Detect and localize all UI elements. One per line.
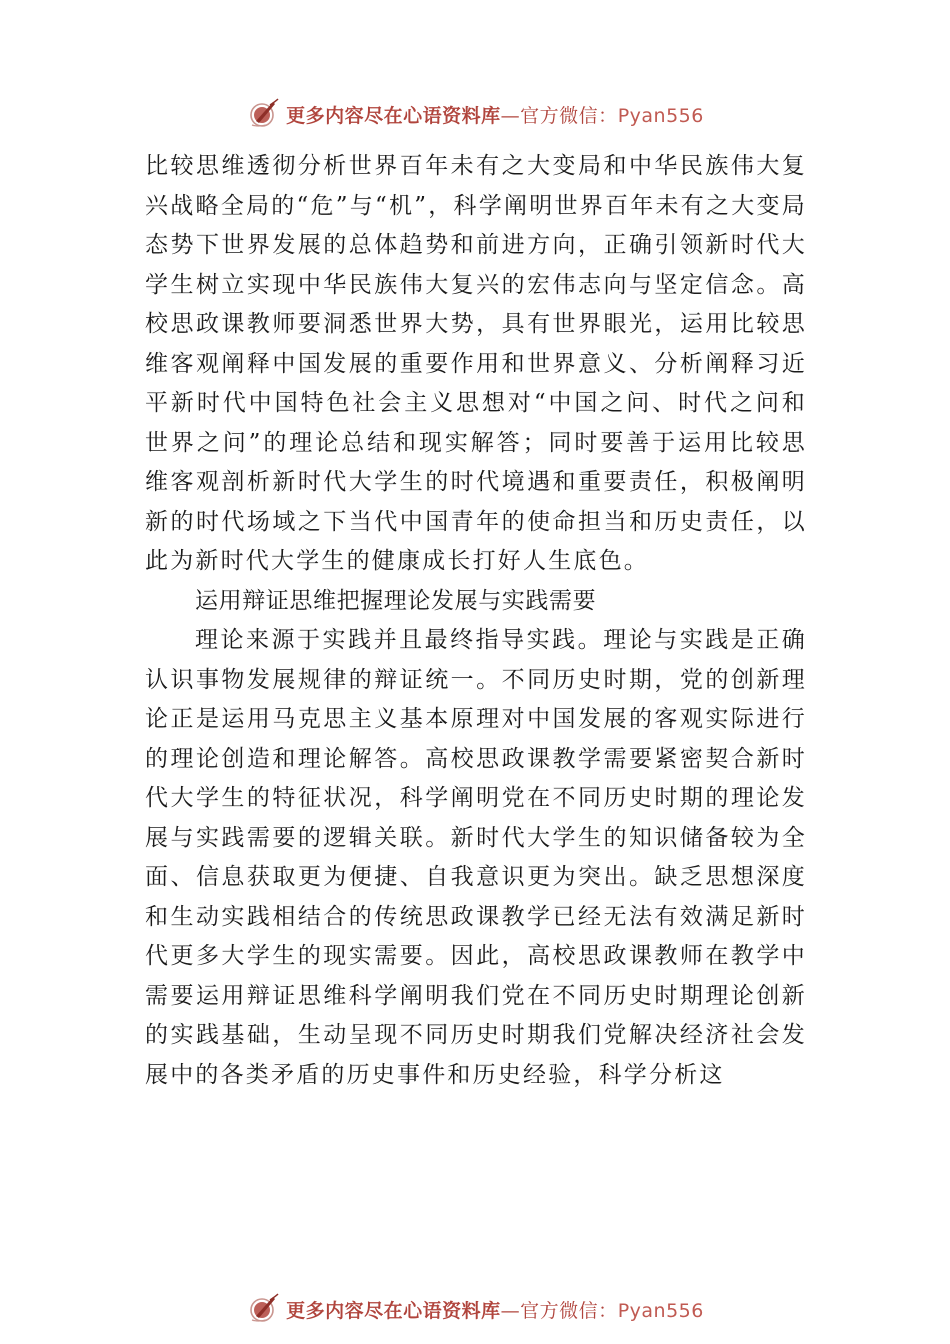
banner-dash: — xyxy=(500,1299,521,1322)
body-paragraph: 比较思维透彻分析世界百年未有之大变局和中华民族伟大复兴战略全局的“危”与“机”，科学阐明世界百年未有之大变局态势下世界发展的总体趋势和前进方向，正确引领新时代大学生树立实现中华民族伟大复兴的宏伟志向与坚定信念。高校思政课教师要洞悉世界大势，具有世界眼光，运用比较思维客观阐释中国发展的重要作用和世界意义、分析阐释习近平新时代中国特色社会主义思想对“中国之问、时代之问和世界之问”的理论总结和现实解答；同时要善于运用比较思维客观剖析新时代大学生的时代境遇和重要责任，积极阐明新的时代场域之下当代中国青年的使命担当和历史责任，以此为新时代大学生的健康成长打好人生底色。 xyxy=(145,153,807,574)
banner-text xyxy=(286,1296,704,1323)
quill-seal-logo-icon xyxy=(246,97,280,131)
banner-wechat-label: 官方微信： xyxy=(520,104,618,127)
body-paragraph: 理论来源于实践并且最终指导实践。理论与实践是正确认识事物发展规律的辩证统一。不同历史时期，党的创新理论正是运用马克思主义基本原理对中国发展的客观实际进行的理论创造和理论解答。高校思政课教学需要紧密契合新时代大学生的特征状况，科学阐明党在不同历史时期的理论发展与实践需要的逻辑关联。新时代大学生的知识储备较为全面、信息获取更为便捷、自我意识更为突出。缺乏思想深度和生动实践相结合的传统思政课教学已经无法有效满足新时代更多大学生的现实需要。因此，高校思政课教师在教学中需要运用辩证思维科学阐明我们党在不同历史时期理论创新的实践基础，生动呈现不同历史时期我们党解决经济社会发展中的各类矛盾的历史事件和历史经验，科学分析这 xyxy=(145,627,807,1088)
section-heading: 运用辩证思维把握理论发展与实践需要 xyxy=(195,587,597,614)
footer-banner xyxy=(0,1289,950,1329)
header-banner xyxy=(0,94,950,134)
quill-seal-logo-icon xyxy=(246,1292,280,1326)
banner-dash: — xyxy=(500,104,521,127)
banner-prefix: 更多内容尽在心语资料库 xyxy=(286,104,501,127)
banner-wechat-id: Pyan556 xyxy=(617,1299,704,1322)
banner-text xyxy=(286,101,704,128)
document-body xyxy=(145,147,807,1095)
banner-prefix: 更多内容尽在心语资料库 xyxy=(286,1299,501,1322)
banner-wechat-label: 官方微信： xyxy=(520,1299,618,1322)
banner-wechat-id: Pyan556 xyxy=(617,104,704,127)
